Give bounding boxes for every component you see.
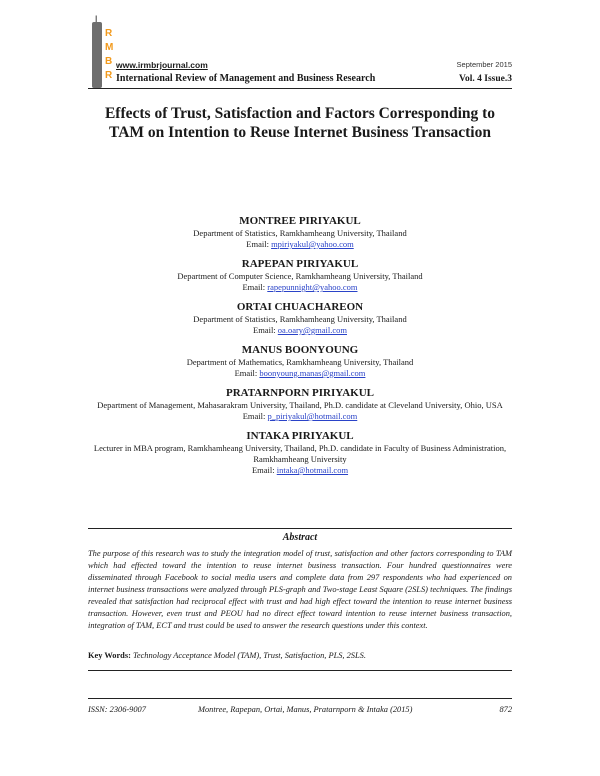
- author-email-link[interactable]: intaka@hotmail.com: [276, 465, 349, 475]
- abstract-body: The purpose of this research was to study the integration model of trust, satisfaction and other factors corresponding to TAM which had effected toward the intention to reuse internet business transaction. Four hundred questionnaires were disseminated through Facebook to social media users and complete data from 297 respondents who had experienced on internet business transactions were analyzed through PLS-graph and Two-stage Least Square (2SLS) techniques. The findings revealed that satisfaction had reciprocal effect with trust and had high effect toward the intention to reuse internet business transaction. However, even trust and PEOU had no direct effect toward intention to reuse internet business transaction, integration of TAM, ECT and trust could be used to answer the research questions under this context.: [88, 549, 512, 630]
- author-affiliation: Department of Mathematics, Ramkhamheang University, Thailand: [186, 357, 414, 367]
- author-affiliation: Department of Statistics, Ramkhamheang University, Thailand: [193, 228, 407, 238]
- author-affiliation: Department of Management, Mahasarakram University, Thailand, Ph.D. candidate at Cleveland University, Ohio, USA: [97, 400, 503, 410]
- logo-letter-i: I: [95, 14, 98, 24]
- abstract-heading: Abstract: [282, 532, 318, 543]
- logo-letter-r2: R: [105, 70, 113, 81]
- keywords-text: Technology Acceptance Model (TAM), Trust, Satisfaction, PLS, 2SLS.: [132, 651, 366, 660]
- author-block: [80, 430, 520, 476]
- email-label: Email:: [242, 411, 268, 421]
- keywords-line: [88, 651, 512, 660]
- paper-title: Effects of Trust, Satisfaction and Factors Corresponding to TAM on Intention to Reuse Internet Business Transaction: [104, 105, 496, 141]
- author-block: [80, 258, 520, 293]
- author-email-link[interactable]: boonyoung.manas@gmail.com: [259, 368, 366, 378]
- header-rule: [88, 88, 512, 89]
- author-block: [80, 301, 520, 336]
- logo-letter-r1: R: [105, 28, 113, 39]
- logo-letter-b: B: [105, 56, 113, 67]
- author-email-link[interactable]: oa.oary@gmail.com: [277, 325, 347, 335]
- volume-issue: Vol. 4 Issue.3: [459, 74, 512, 84]
- footer-rule: [88, 698, 512, 699]
- author-name: ORTAI CHUACHAREON: [236, 301, 364, 313]
- author-name: INTAKA PIRIYAKUL: [246, 430, 354, 442]
- author-list: [80, 215, 520, 484]
- author-email-line: [80, 325, 520, 336]
- email-label: Email:: [251, 465, 277, 475]
- footer-issn: ISSN: 2306-9007: [88, 705, 146, 714]
- author-affiliation: Department of Computer Science, Ramkhamheang University, Thailand: [177, 271, 423, 281]
- author-name: MANUS BOONYOUNG: [241, 344, 359, 356]
- author-name: PRATARNPORN PIRIYAKUL: [226, 387, 374, 399]
- issue-date: September 2015: [456, 60, 512, 69]
- logo-letter-m: M: [105, 42, 114, 53]
- logo-bar: [92, 22, 102, 88]
- author-name: RAPEPAN PIRIYAKUL: [241, 258, 359, 270]
- author-email-line: [80, 368, 520, 379]
- author-email-line: [80, 411, 520, 422]
- email-label: Email:: [242, 282, 268, 292]
- author-email-line: [80, 282, 520, 293]
- author-email-link[interactable]: mpiriyakul@yahoo.com: [271, 239, 354, 249]
- keywords-label: Key Words:: [88, 651, 131, 660]
- abstract-bottom-rule: [88, 670, 512, 671]
- author-block: [80, 344, 520, 379]
- author-block: [80, 215, 520, 250]
- journal-url-link[interactable]: www.irmbrjournal.com: [116, 60, 208, 70]
- email-label: Email:: [246, 239, 272, 249]
- email-label: Email:: [253, 325, 278, 335]
- author-email-link[interactable]: p_piriyakul@hotmail.com: [267, 411, 358, 421]
- author-email-line: [80, 239, 520, 250]
- author-email-link[interactable]: rapepunnight@yahoo.com: [267, 282, 358, 292]
- author-name: MONTREE PIRIYAKUL: [239, 215, 361, 227]
- email-label: Email:: [234, 368, 260, 378]
- footer-page-number: 872: [499, 705, 512, 714]
- journal-name: International Review of Management and Business Research: [116, 73, 376, 84]
- abstract-top-rule: [88, 528, 512, 529]
- author-block: [80, 387, 520, 422]
- author-email-line: [80, 465, 520, 476]
- author-affiliation: Lecturer in MBA program, Ramkhamheang University, Thailand, Ph.D. candidate in Faculty of Business Administration, Ramkhamheang University: [93, 443, 507, 464]
- author-affiliation: Department of Statistics, Ramkhamheang University, Thailand: [193, 314, 407, 324]
- footer-citation: Montree, Rapepan, Ortai, Manus, Pratarnporn & Intaka (2015): [198, 705, 413, 714]
